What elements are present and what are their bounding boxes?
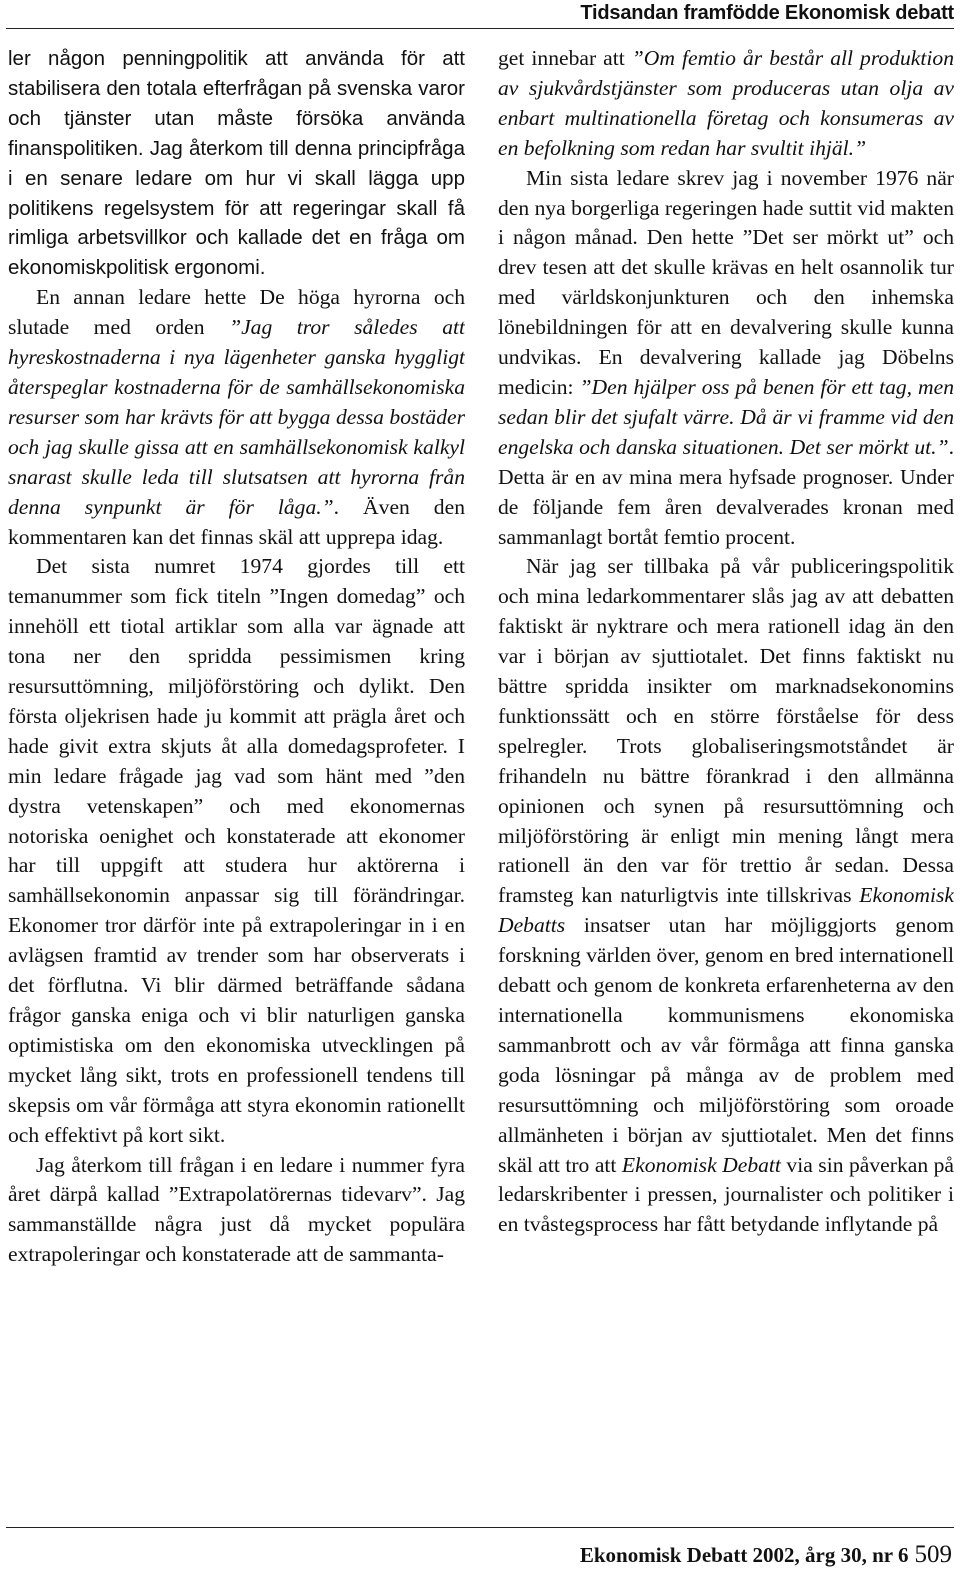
footer-rule xyxy=(6,1527,954,1528)
running-head: Tidsandan framfödde Ekonomisk debatt xyxy=(580,2,954,24)
text-run: Min sista ledare skrev jag i november 1976 när den nya borgerliga regeringen hade suttit vid makten i någon månad. Den hette ”Det ser mörkt ut” och drev tesen att det skulle krävas en helt osannolik tur med världskonjunkturen och den inhemska lönebildningen för att en devalvering skulle kunna undvikas. En devalvering kallade jag Döbelns medicin: xyxy=(498,165,954,399)
text-run: . Detta är en av mina mera hyfsade prognoser. Under de följande fem åren devalverades kronan med sammanlagt bortåt femtio procent. xyxy=(498,434,954,549)
journal-name: Ekonomisk Debatts xyxy=(498,883,954,938)
page-number: 509 xyxy=(914,1541,952,1568)
footer-citation: Ekonomisk Debatt 2002, årg 30, nr 6 xyxy=(579,1543,909,1567)
text-run: När jag ser tillbaka på vår publiceringspolitik och mina ledarkommentarer slås jag av att debatten faktiskt är nyktrare och mera rationell idag än den var i början av sjuttiotalet. Det finns faktiskt nu bättre spridda insikter om marknadsekonomins funktionssätt och en större förståelse för dess spelregler. Trots globaliseringsmotståndet är frihandeln nu bättre förankrad i den allmänna opinionen och synen på resursuttömning och miljöförstöring är enligt min mening långt mera rationell än den var för trettio år sedan. Dessa framsteg kan naturligtvis inte tillskrivas xyxy=(498,554,954,908)
paragraph xyxy=(498,164,954,553)
footer xyxy=(580,1541,952,1569)
text-run: En annan ledare hette De höga hyrorna och slutade med orden xyxy=(8,285,465,340)
paragraph: Det sista numret 1974 gjordes till ett temanummer som fick titeln ”Ingen domedag” och innehöll ett tiotal artiklar som alla var ägnade att tona ner den spridda pessimismen kring resursuttömning, miljöförstöring och dylikt. Den första oljekrisen hade ju kommit att prägla året och hade givit extra skjuts åt alla domedagsprofeter. I min ledare frågade jag vad som hänt med ”den dystra vetenskapen” och med ekonomernas notoriska oenighet och konstaterade att ekonomer har till uppgift att studera hur aktörerna i samhällsekonomin anpassar sig till förändringar. Ekonomer tror därför inte på extrapoleringar in i en avlägsen framtid av trender som har observerats i det förflutna. Vi blir därmed beträffande sådana frågor ganska eniga och vi blir naturligen ganska optimistiska om den ekonomiska utvecklingen på mycket lång sikt, trots en professionell tendens till skepsis om vår förmåga att styra ekonomin rationellt och effektivt på kort sikt. xyxy=(8,554,465,1147)
paragraph: Jag återkom till frågan i en ledare i nummer fyra året därpå kallad ”Extrapolatörernas tidevarv”. Jag sammanställde några just då mycket populära extrapoleringar och konstaterade att de sammanta- xyxy=(8,1152,465,1267)
text-run: . Även den kommentaren kan det finnas skäl att upprepa idag. xyxy=(8,494,465,549)
text-run: via sin påverkan på ledarskribenter i pressen, journalister och politiker i en tvåstegsprocess har fått betydande inflytande på xyxy=(498,1152,954,1237)
header-rule xyxy=(6,28,954,29)
paragraph xyxy=(498,44,954,164)
journal-name: Ekonomisk Debatt xyxy=(621,1152,781,1177)
paragraph xyxy=(498,552,954,1240)
text-run: get innebar att xyxy=(498,46,632,70)
quotation: ”Om femtio år består all produktion av sjukvårdstjänster som produceras utan olja av enbart multinationella företag och konsumeras av en befolkning som redan har svultit ihjäl.” xyxy=(498,46,954,160)
text-run: insatser utan har möjliggjorts genom forskning världen över, genom en bred internationell debatt och genom de konkreta erfarenheterna av den internationella kommunismens ekonomiska sammanbrott och av vår förmåga att finna ganska goda lösningar på många av de problem med resursuttömning och miljöförstöring som oroade allmänheten i början av sjuttiotalet. Men det finns skäl att tro att xyxy=(498,913,954,1177)
right-column xyxy=(498,44,954,1524)
quotation: ”Jag tror således att hyreskostnaderna i nya lägenheter ganska hyggligt återspeglar kostnaderna för de samhällsekonomiska resurser som har krävts för att bygga dessa bostäder och jag skulle gissa att en samhällsekonomisk kalkyl snarast skulle leda till slutsatsen att hyrorna från denna synpunkt är för låga.” xyxy=(8,315,465,519)
left-column xyxy=(8,44,465,1524)
paragraph xyxy=(8,283,465,552)
quotation: ”Den hjälper oss på benen för ett tag, men sedan blir det sjufalt värre. Då är vi framme vid den engelska och danska situationen. Det ser mörkt ut.” xyxy=(498,374,954,459)
paragraph: ler någon penningpolitik att använda för att stabilisera den totala efterfrågan på svenska varor och tjänster utan måste försöka använda finanspolitiken. Jag återkom till denna principfråga i en senare ledare om hur vi skall lägga upp politikens regelsystem för att regeringar skall få rimliga arbetsvillkor och kallade det en fråga om ekonomiskpolitisk ergonomi. xyxy=(8,47,465,280)
